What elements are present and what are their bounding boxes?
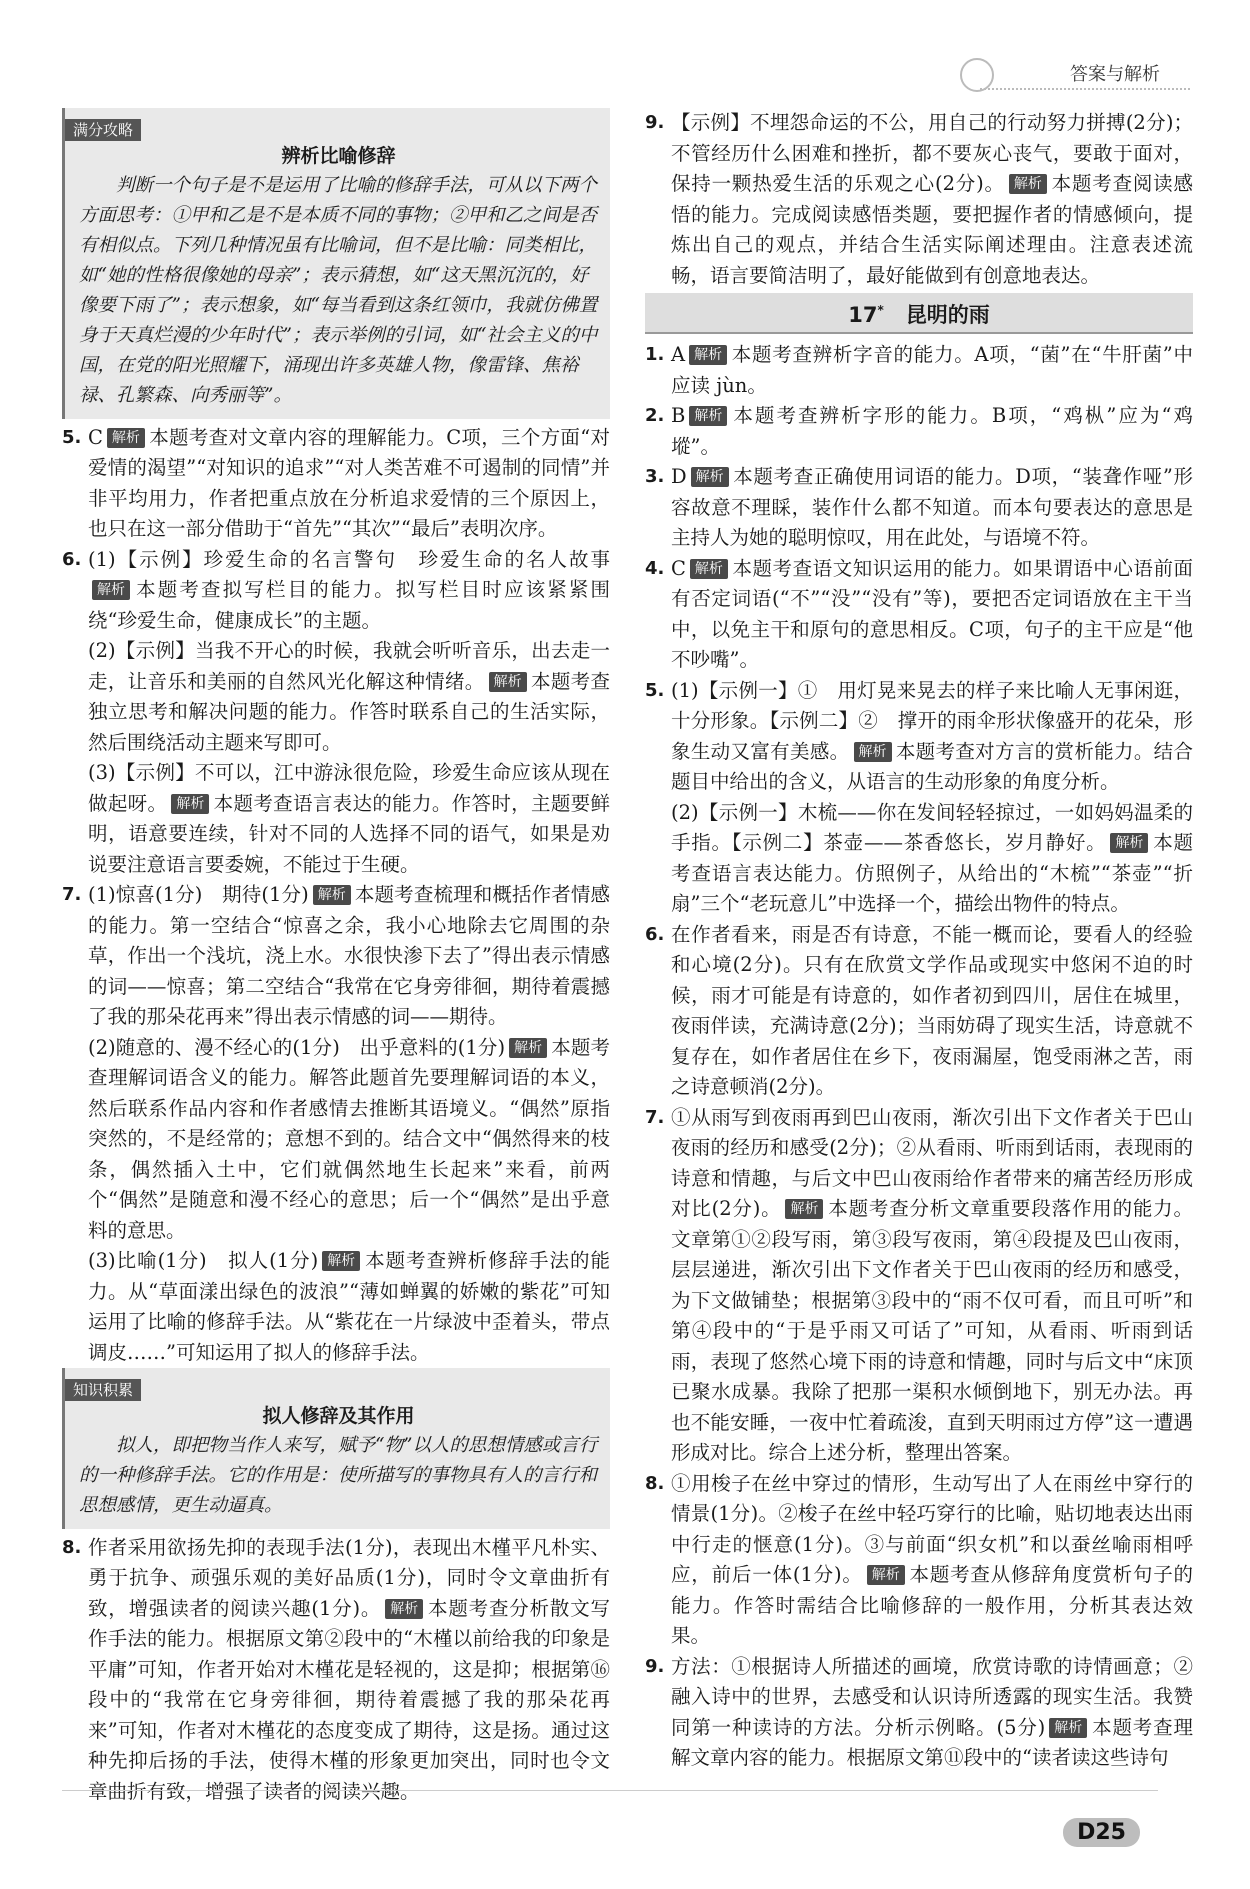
answer-item <box>645 676 1193 920</box>
answer-number: 9. <box>645 112 665 133</box>
answer-part <box>671 798 1193 920</box>
analysis-badge: 解析 <box>313 885 351 905</box>
answer-part <box>88 423 610 545</box>
analysis-text: 本题考查理解文章内容的能力。根据原文第⑪段中的“读者读这些诗句 <box>671 1715 1193 1769</box>
analysis-text: 本题考查对方言的赏析能力。结合题目中给出的含义，从语言的生动形象的角度分析。 <box>671 739 1193 793</box>
answer-text: D <box>671 465 687 488</box>
answer-item <box>62 1533 610 1808</box>
answer-part <box>671 108 1193 291</box>
answer-part <box>671 920 1193 1103</box>
answer-item <box>62 545 610 881</box>
answer-list-right <box>645 340 1193 1774</box>
answer-part <box>671 554 1193 676</box>
answer-number: 4. <box>645 557 665 579</box>
lesson-title: 昆明的雨 <box>905 303 990 327</box>
answer-list-right-top <box>645 108 1193 291</box>
answer-item <box>645 108 1193 291</box>
answer-text: (2)随意的、漫不经心的(1分) 出乎意料的(1分) <box>88 1035 506 1059</box>
analysis-badge: 解析 <box>691 467 729 487</box>
answer-text: (3)比喻(1分) 拟人(1分) <box>88 1249 319 1272</box>
answer-number: 2. <box>645 405 665 426</box>
knowledge-box-body: 拟人，即把物当作人来写，赋予“物”以人的思想情感或言行的一种修辞手法。它的作用是：使所描写的事物具有人的言行和思想感情，更生动逼真。 <box>79 1434 598 1516</box>
analysis-text: 本题考查分析散文写作手法的能力。根据原文第②段中的“木槿以前给我的印象是平庸”可知，作者开始对木槿花是轻视的，这是抑；根据第⑯段中的“我常在它身旁徘徊，期待着震撼了我的那朵花再来”可知，作者对木槿花的态度变成了期待，这是扬。通过这种先抑后扬的手法，使得木槿的形象更加突出，同时也令文章曲折有致，增强了读者的阅读兴趣。 <box>88 1596 610 1803</box>
analysis-badge: 解析 <box>689 345 727 365</box>
right-column <box>645 108 1193 1774</box>
analysis-badge: 解析 <box>92 580 130 600</box>
analysis-badge: 解析 <box>867 1565 905 1585</box>
analysis-badge: 解析 <box>690 559 728 579</box>
header-divider <box>980 88 1190 90</box>
answer-number: 7. <box>645 1106 665 1128</box>
answer-text: A <box>671 343 686 366</box>
answer-item <box>645 340 1193 401</box>
answer-item <box>645 1469 1193 1652</box>
analysis-text: 本题考查梳理和概括作者情感的能力。第一空结合“惊喜之余，我小心地除去它周围的杂草，作出一个浅坑，浇上水。水很快渗下去了”得出表示情感的词——惊喜；第二空结合“我常在它身旁徘徊，期待着震撼了我的那朵花再来”得出表示情感的词——期待。 <box>88 883 610 1028</box>
answer-part <box>671 1469 1193 1652</box>
lesson-heading: 17* 昆明的雨 <box>645 293 1193 334</box>
answer-part <box>88 636 610 758</box>
answer-part <box>88 1033 610 1247</box>
analysis-badge: 解析 <box>1110 833 1148 853</box>
answer-part <box>88 1533 610 1808</box>
answer-number: 7. <box>62 884 82 905</box>
answer-text: (2)【示例一】木梳——你在发间轻轻掠过，一如妈妈温柔的手指。【示例二】茶壶——茶香悠长，岁月静好。 <box>671 800 1193 854</box>
analysis-text: 本题考查独立思考和解决问题的能力。作答时联系自己的生活实际，然后围绕活动主题来写即可。 <box>88 669 610 754</box>
analysis-text: 本题考查分析文章重要段落作用的能力。文章第①②段写雨，第③段写夜雨，第④段提及巴山夜雨，层层递进，渐次引出下文作者关于巴山夜雨的经历和感受，为下文做铺垫；根据第③段中的“雨不仅可看，而且可听”和第④段中的“于是乎雨又可话了”可知，从看雨、听雨到话雨，表现了悠然心境下雨的诗意和情趣，同时与后文中“床顶已聚水成暴。我除了把那一渠积水倾倒地下，别无办法。再也不能安睡，一夜中忙着疏浚，直到天明雨过方停”这一遭遇形成对比。综合上述分析，整理出答案。 <box>671 1197 1193 1464</box>
answer-number: 6. <box>645 923 665 945</box>
answer-part <box>671 340 1193 401</box>
answer-part <box>671 676 1193 798</box>
analysis-badge: 解析 <box>689 406 727 426</box>
analysis-badge: 解析 <box>509 1038 547 1058</box>
answer-item <box>62 880 610 1368</box>
answer-list-left <box>62 423 610 1369</box>
answer-part <box>88 545 610 637</box>
answer-item <box>645 554 1193 676</box>
answer-text: (3)【示例】不可以，江中游泳很危险，珍爱生命应该从现在做起呀。 <box>88 761 610 815</box>
analysis-text: 本题考查拟写栏目的能力。拟写栏目时应该紧紧围绕“珍爱生命，健康成长”的主题。 <box>88 578 610 632</box>
answer-text: 作者采用欲扬先抑的表现手法(1分)，表现出木槿平凡朴实、勇于抗争、顽强乐观的美好品质(1分)，同时令文章曲折有致，增强读者的阅读兴趣(1分)。 <box>88 1535 610 1620</box>
answer-part <box>671 1652 1193 1774</box>
analysis-text: 本题考查辨析修辞手法的能力。从“草面漾出绿色的波浪”“薄如蝉翼的娇嫩的紫花”可知运用了比喻的修辞手法。从“紫花在一片绿波中歪着头，带点调皮……”可知运用了拟人的修辞手法。 <box>88 1249 610 1364</box>
analysis-text: 本题考查从修辞角度赏析句子的能力。作答时需结合比喻修辞的一般作用，分析其表达效果。 <box>671 1563 1193 1647</box>
answer-list-left-2 <box>62 1533 610 1808</box>
answer-number: 5. <box>645 679 665 701</box>
answer-number: 6. <box>62 548 82 570</box>
answer-part <box>671 401 1193 462</box>
analysis-badge: 解析 <box>322 1251 360 1271</box>
analysis-badge: 解析 <box>785 1199 823 1219</box>
analysis-text: 本题考查语言表达的能力。作答时，主题要鲜明，语意要连续，针对不同的人选择不同的语气，如果是劝说要注意语言要委婉，不能过于生硬。 <box>88 791 610 876</box>
analysis-text: 本题考查对文章内容的理解能力。C项，三个方面“对爱情的渴望”“对知识的追求”“对人类苦难不可遏制的同情”并非平均用力，作者把重点放在分析追求爱情的三个原因上，也只在这一部分借助于“首先”“其次”“最后”表明次序。 <box>88 425 610 540</box>
left-column <box>62 108 610 1807</box>
answer-text: (2)【示例】当我不开心的时候，我就会听听音乐，出去走一走，让音乐和美丽的自然风光化解这种情绪。 <box>88 639 610 693</box>
analysis-badge: 解析 <box>1049 1718 1087 1738</box>
answer-number: 9. <box>645 1655 665 1677</box>
answer-number: 8. <box>62 1536 82 1558</box>
answer-item <box>645 1103 1193 1469</box>
tip-box-title: 辨析比喻修辞 <box>281 144 396 167</box>
answer-part <box>88 758 610 880</box>
answer-text: 方法：①根据诗人所描述的画境，欣赏诗歌的诗情画意；②融入诗中的世界，去感受和认识诗所透露的现实生活。我赞同第一种读诗的方法。分析示例略。(5分) <box>671 1654 1193 1739</box>
answer-part <box>88 1246 610 1368</box>
answer-text: C <box>671 556 686 580</box>
answer-item <box>645 920 1193 1103</box>
answer-text: ①从雨写到夜雨再到巴山夜雨，渐次引出下文作者关于巴山夜雨的经历和感受(2分)；②从看雨、听雨到话雨，表现雨的诗意和情趣，与后文中巴山夜雨给作者带来的痛苦经历形成对比(2分)。 <box>671 1105 1193 1220</box>
answer-number: 3. <box>645 466 665 487</box>
answer-item <box>645 1652 1193 1774</box>
answer-item <box>645 401 1193 462</box>
answer-part <box>671 462 1193 554</box>
knowledge-box-tag: 知识积累 <box>65 1379 141 1401</box>
knowledge-box-personification <box>62 1368 610 1529</box>
tip-box-metaphor <box>62 108 610 419</box>
answer-text: C <box>88 425 103 449</box>
analysis-badge: 解析 <box>385 1599 423 1619</box>
analysis-badge: 解析 <box>171 794 209 814</box>
analysis-text: 本题考查正确使用词语的能力。D项，“装聋作哑”形容故意不理睬，装作什么都不知道。而本句要表达的意思是主持人为她的聪明惊叹，用在此处，与语境不符。 <box>671 465 1193 549</box>
analysis-badge: 解析 <box>489 672 527 692</box>
answer-text: 在作者看来，雨是否有诗意，不能一概而论，要看人的经验和心境(2分)。只有在欣赏文学作品或现实中悠闲不迫的时候，雨才可能是有诗意的，如作者初到四川，居住在城里，夜雨伴读，充满诗意(2分)；当雨妨碍了现实生活，诗意就不复存在，如作者居住在乡下，夜雨漏屋，饱受雨淋之苦，雨之诗意顿消(2分)。 <box>671 922 1193 1098</box>
analysis-badge: 解析 <box>1009 174 1047 194</box>
analysis-text: 本题考查语文知识运用的能力。如果谓语中心语前面有否定词语(“不”“没”“没有”等)，要把否定词语放在主干当中，以免主干和原句的意思相反。C项，句子的主干应是“他不吵嘴”。 <box>671 556 1193 671</box>
answer-item <box>645 462 1193 554</box>
answer-part <box>671 1103 1193 1469</box>
analysis-text: 本题考查阅读感悟的能力。完成阅读感悟类题，要把握作者的情感倾向，提炼出自己的观点，并结合生活实际阐述理由。注意表述流畅，语言要简洁明了，最好能做到有创意地表达。 <box>671 172 1193 287</box>
answer-text: B <box>671 404 686 427</box>
answer-number: 8. <box>645 1472 665 1494</box>
analysis-badge: 解析 <box>107 428 145 448</box>
answer-text: (1)惊喜(1分) 期待(1分) <box>88 883 309 906</box>
footer-divider <box>62 1790 1158 1791</box>
answer-text: (1)【示例一】① 用灯晃来晃去的样子来比喻人无事闲逛，十分形象。【示例二】② 撑开的雨伞形状像盛开的花朵，形象生动又富有美感。 <box>671 678 1193 763</box>
answer-item <box>62 423 610 545</box>
page-number: D25 <box>1063 1818 1140 1847</box>
analysis-text: 本题考查辨析字形的能力。B项，“鸡枞”应为“鸡㙡”。 <box>671 404 1193 458</box>
tip-box-body: 判断一个句子是不是运用了比喻的修辞手法，可从以下两个方面思考：①甲和乙是不是本质不同的事物；②甲和乙之间是否有相似点。下列几种情况虽有比喻词，但不是比喻：同类相比，如“她的性格很像她的母亲”；表示猜想，如“这天黑沉沉的，好像要下雨了”；表示想象，如“每当看到这条红领巾，我就仿佛置身于天真烂漫的少年时代”；表示举例的引词，如“社会主义的中国，在党的阳光照耀下，涌现出许多英雄人物，像雷锋、焦裕禄、孔繁森、向秀丽等”。 <box>79 174 598 406</box>
answer-text: (1)【示例】珍爱生命的名言警句 珍爱生命的名人故事 <box>88 547 610 571</box>
book-icon <box>960 58 994 92</box>
answer-part <box>88 880 610 1033</box>
analysis-text: 本题考查语言表达能力。仿照例子，从给出的“木梳”“茶壶”“折扇”三个“老玩意儿”中选择一个，描绘出物件的特点。 <box>671 831 1193 915</box>
analysis-text: 本题考查理解词语含义的能力。解答此题首先要理解词语的本义，然后联系作品内容和作者感情去推断其语境义。“偶然”原指突然的，不是经常的；意想不到的。结合文中“偶然得来的枝条，偶然插入土中，它们就偶然地生长起来”来看，前两个“偶然”是随意和漫不经心的意思；后一个“偶然”是出乎意料的意思。 <box>88 1035 610 1242</box>
answer-text: 【示例】不埋怨命运的不公，用自己的行动努力拼搏(2分)；不管经历什么困难和挫折，都不要灰心丧气，要敢于面对，保持一颗热爱生活的乐观之心(2分)。 <box>671 111 1193 195</box>
tip-box-tag: 满分攻略 <box>65 119 141 141</box>
page-header-title: 答案与解析 <box>1070 64 1160 85</box>
answer-number: 5. <box>62 426 82 448</box>
analysis-badge: 解析 <box>854 742 892 762</box>
analysis-text: 本题考查辨析字音的能力。A项，“菌”在“牛肝菌”中应读 jùn。 <box>671 343 1193 397</box>
lesson-number: 17 <box>848 303 878 327</box>
answer-number: 1. <box>645 344 665 365</box>
answer-text: ①用梭子在丝中穿过的情形，生动写出了人在雨丝中穿行的情景(1分)。②梭子在丝中轻巧穿行的比喻，贴切地表达出雨中行走的惬意(1分)。③与前面“织女机”和以蚕丝喻雨相呼应，前后一体(1分)。 <box>671 1471 1193 1586</box>
knowledge-box-title: 拟人修辞及其作用 <box>262 1404 415 1427</box>
